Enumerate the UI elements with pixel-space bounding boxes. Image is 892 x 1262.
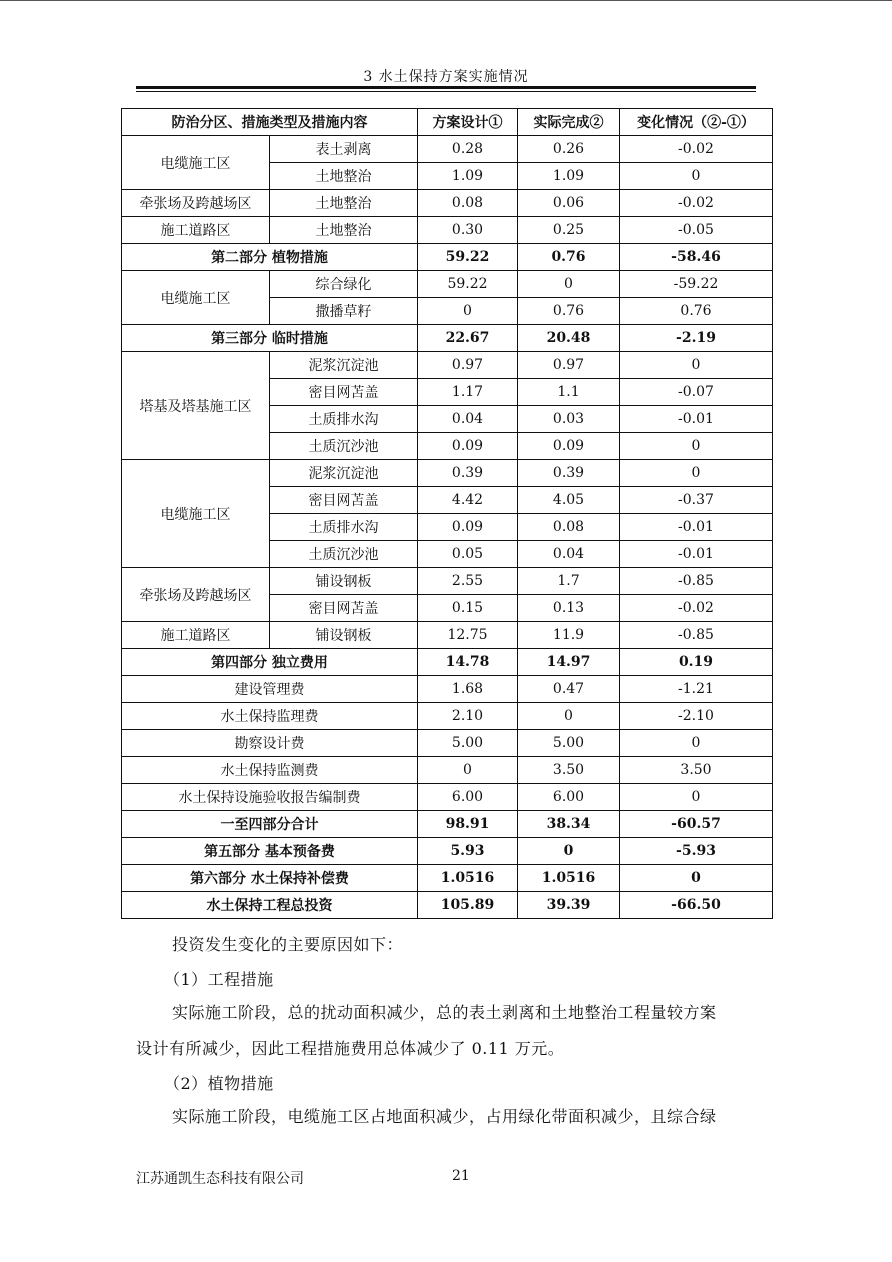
section-row [122, 838, 773, 865]
actual-cell: 0.25 [518, 217, 620, 244]
actual-cell: 0.09 [518, 433, 620, 460]
design-cell: 5.93 [418, 838, 518, 865]
table-row [122, 757, 773, 784]
change-cell: 0.76 [620, 298, 773, 325]
item-cell: 密目网苫盖 [270, 379, 418, 406]
actual-cell: 0.08 [518, 514, 620, 541]
design-cell: 12.75 [418, 622, 518, 649]
change-cell: -58.46 [620, 244, 773, 271]
item-cell: 表土剥离 [270, 136, 418, 163]
item-cell: 密目网苫盖 [270, 595, 418, 622]
change-cell: 0 [620, 460, 773, 487]
design-cell: 0.28 [418, 136, 518, 163]
design-cell: 0.09 [418, 433, 518, 460]
design-cell: 0.97 [418, 352, 518, 379]
design-cell: 5.00 [418, 730, 518, 757]
zone-cell: 塔基及塔基施工区 [122, 352, 270, 460]
header-rule-thin [136, 91, 756, 92]
design-cell: 105.89 [418, 892, 518, 919]
actual-cell: 0.03 [518, 406, 620, 433]
table-row [122, 217, 773, 244]
item-cell: 撒播草籽 [270, 298, 418, 325]
change-cell: 0 [620, 784, 773, 811]
actual-cell: 0.13 [518, 595, 620, 622]
table-row [122, 730, 773, 757]
design-cell: 59.22 [418, 244, 518, 271]
design-cell: 0.15 [418, 595, 518, 622]
item-cell: 泥浆沉淀池 [270, 352, 418, 379]
section-label: 一至四部分合计 [122, 811, 418, 838]
actual-cell: 0.97 [518, 352, 620, 379]
actual-cell: 4.05 [518, 487, 620, 514]
change-cell: -2.19 [620, 325, 773, 352]
change-cell: -59.22 [620, 271, 773, 298]
actual-cell: 11.9 [518, 622, 620, 649]
item-cell: 密目网苫盖 [270, 487, 418, 514]
zone-cell: 牵张场及跨越场区 [122, 190, 270, 217]
change-cell: -0.85 [620, 568, 773, 595]
actual-cell: 5.00 [518, 730, 620, 757]
actual-cell: 39.39 [518, 892, 620, 919]
design-cell: 14.78 [418, 649, 518, 676]
section-row [122, 244, 773, 271]
fee-label: 水土保持设施验收报告编制费 [122, 784, 418, 811]
change-cell: 0 [620, 865, 773, 892]
total-row [122, 892, 773, 919]
fee-label: 水土保持监理费 [122, 703, 418, 730]
design-cell: 98.91 [418, 811, 518, 838]
table-row [122, 784, 773, 811]
actual-cell: 1.7 [518, 568, 620, 595]
change-cell: 3.50 [620, 757, 773, 784]
change-cell: -0.01 [620, 406, 773, 433]
page-top-border [0, 0, 892, 1]
design-cell: 0.05 [418, 541, 518, 568]
table-row [122, 271, 773, 298]
fee-label: 勘察设计费 [122, 730, 418, 757]
investment-change-table [121, 108, 773, 919]
item-cell: 土质沉沙池 [270, 433, 418, 460]
design-cell: 0 [418, 298, 518, 325]
item-cell: 土质沉沙池 [270, 541, 418, 568]
table-row [122, 703, 773, 730]
section-label: 第二部分 植物措施 [122, 244, 418, 271]
section-heading: （1）工程措施 [164, 970, 274, 989]
actual-cell: 0 [518, 838, 620, 865]
zone-cell: 电缆施工区 [122, 271, 270, 325]
section-row [122, 325, 773, 352]
actual-cell: 14.97 [518, 649, 620, 676]
section-label: 水土保持工程总投资 [122, 892, 418, 919]
item-cell: 土质排水沟 [270, 514, 418, 541]
design-cell: 1.09 [418, 163, 518, 190]
running-header: 3 水土保持方案实施情况 [363, 69, 529, 85]
design-cell: 0.09 [418, 514, 518, 541]
design-cell: 1.0516 [418, 865, 518, 892]
design-cell: 2.55 [418, 568, 518, 595]
section-label: 第五部分 基本预备费 [122, 838, 418, 865]
section-label: 第三部分 临时措施 [122, 325, 418, 352]
change-cell: -0.01 [620, 514, 773, 541]
design-cell: 0.04 [418, 406, 518, 433]
zone-cell: 牵张场及跨越场区 [122, 568, 270, 622]
item-cell: 铺设钢板 [270, 568, 418, 595]
change-cell: 0 [620, 433, 773, 460]
table-row [122, 460, 773, 487]
design-cell: 59.22 [418, 271, 518, 298]
design-cell: 1.17 [418, 379, 518, 406]
actual-cell: 1.09 [518, 163, 620, 190]
design-cell: 2.10 [418, 703, 518, 730]
change-cell: -66.50 [620, 892, 773, 919]
change-cell: -0.07 [620, 379, 773, 406]
change-cell: -1.21 [620, 676, 773, 703]
actual-cell: 0 [518, 271, 620, 298]
actual-cell: 20.48 [518, 325, 620, 352]
design-cell: 1.68 [418, 676, 518, 703]
actual-cell: 0.04 [518, 541, 620, 568]
change-cell: 0 [620, 352, 773, 379]
change-cell: -5.93 [620, 838, 773, 865]
table-header-row [122, 109, 773, 136]
change-cell: -0.37 [620, 487, 773, 514]
table-row [122, 568, 773, 595]
table-row [122, 352, 773, 379]
body-paragraph: 设计有所减少，因此工程措施费用总体减少了 0.11 万元。 [136, 1039, 565, 1058]
change-cell: -0.02 [620, 190, 773, 217]
actual-cell: 0.76 [518, 298, 620, 325]
section-row [122, 865, 773, 892]
zone-cell: 施工道路区 [122, 217, 270, 244]
zone-cell: 施工道路区 [122, 622, 270, 649]
change-cell: 0 [620, 163, 773, 190]
item-cell: 铺设钢板 [270, 622, 418, 649]
actual-cell: 0.26 [518, 136, 620, 163]
section-label: 第六部分 水土保持补偿费 [122, 865, 418, 892]
change-cell: -2.10 [620, 703, 773, 730]
actual-cell: 3.50 [518, 757, 620, 784]
table-row [122, 190, 773, 217]
change-cell: -0.02 [620, 595, 773, 622]
design-cell: 4.42 [418, 487, 518, 514]
change-cell: -60.57 [620, 811, 773, 838]
design-cell: 0 [418, 757, 518, 784]
actual-cell: 6.00 [518, 784, 620, 811]
change-cell: -0.85 [620, 622, 773, 649]
item-cell: 泥浆沉淀池 [270, 460, 418, 487]
actual-cell: 0.76 [518, 244, 620, 271]
fee-label: 水土保持监测费 [122, 757, 418, 784]
zone-cell: 电缆施工区 [122, 136, 270, 190]
change-cell: -0.05 [620, 217, 773, 244]
actual-cell: 0.39 [518, 460, 620, 487]
design-cell: 22.67 [418, 325, 518, 352]
actual-cell: 1.0516 [518, 865, 620, 892]
item-cell: 土地整治 [270, 163, 418, 190]
change-cell: 0 [620, 730, 773, 757]
item-cell: 土地整治 [270, 190, 418, 217]
item-cell: 综合绿化 [270, 271, 418, 298]
actual-cell: 0.47 [518, 676, 620, 703]
actual-cell: 1.1 [518, 379, 620, 406]
zone-cell: 电缆施工区 [122, 460, 270, 568]
section-row [122, 649, 773, 676]
design-cell: 0.39 [418, 460, 518, 487]
page-number: 21 [452, 1168, 470, 1184]
body-paragraph: 实际施工阶段，总的扰动面积减少，总的表土剥离和土地整治工程量较方案 [172, 1003, 717, 1022]
header-cell: 实际完成② [518, 109, 620, 136]
header-cell: 防治分区、措施类型及措施内容 [122, 109, 418, 136]
body-paragraph: 实际施工阶段，电缆施工区占地面积减少，占用绿化带面积减少，且综合绿 [172, 1107, 717, 1126]
change-cell: -0.02 [620, 136, 773, 163]
design-cell: 0.08 [418, 190, 518, 217]
table-row [122, 676, 773, 703]
table-row [122, 622, 773, 649]
design-cell: 0.30 [418, 217, 518, 244]
item-cell: 土质排水沟 [270, 406, 418, 433]
header-cell: 变化情况（②-①） [620, 109, 773, 136]
header-rule-thick [136, 86, 756, 89]
actual-cell: 0.06 [518, 190, 620, 217]
section-label: 第四部分 独立费用 [122, 649, 418, 676]
footer-company: 江苏通凯生态科技有限公司 [136, 1171, 304, 1187]
fee-label: 建设管理费 [122, 676, 418, 703]
table-row [122, 136, 773, 163]
body-paragraph: 投资发生变化的主要原因如下： [172, 935, 404, 954]
actual-cell: 0 [518, 703, 620, 730]
section-row [122, 811, 773, 838]
change-cell: -0.01 [620, 541, 773, 568]
actual-cell: 38.34 [518, 811, 620, 838]
change-cell: 0.19 [620, 649, 773, 676]
header-cell: 方案设计① [418, 109, 518, 136]
item-cell: 土地整治 [270, 217, 418, 244]
design-cell: 6.00 [418, 784, 518, 811]
section-heading: （2）植物措施 [164, 1074, 274, 1093]
